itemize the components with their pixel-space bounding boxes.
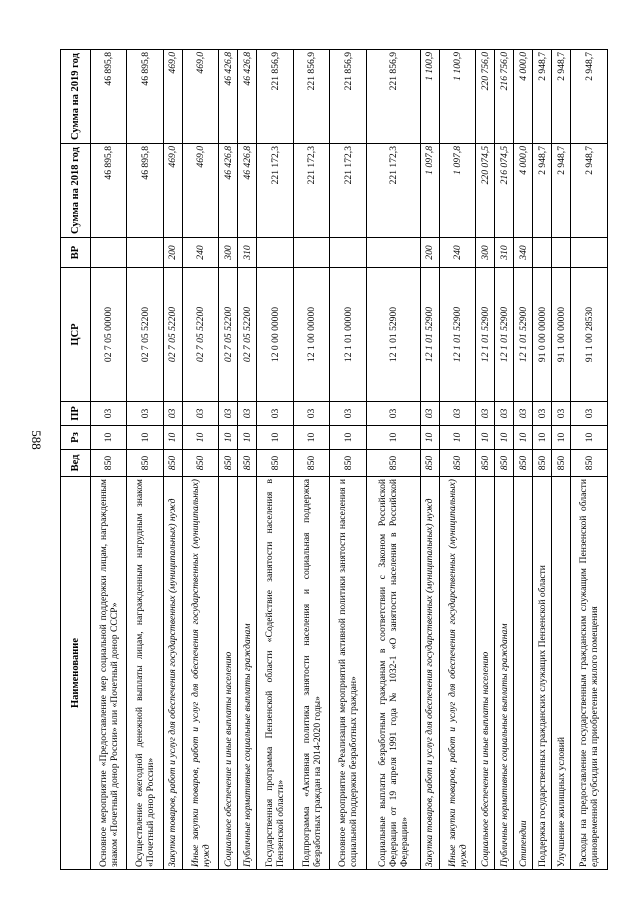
cell-sum-2019: 469,0 (182, 50, 218, 144)
cell-pr: 03 (182, 402, 218, 426)
cell-rz: 10 (257, 426, 293, 450)
cell-sum-2019: 4 000,0 (514, 50, 533, 144)
cell-rz: 10 (533, 426, 552, 450)
cell-ved: 850 (439, 450, 475, 477)
cell-csr: 12 1 01 52900 (439, 268, 475, 402)
cell-vr (571, 238, 608, 268)
cell-vr (257, 238, 293, 268)
table-body (91, 50, 608, 870)
cell-name: Основное мероприятие «Предоставление мер социальной поддержки лицам, награжденным знаком «Почетный донор России» или «Почетный донор СССР» (91, 477, 127, 870)
cell-rz: 10 (476, 426, 495, 450)
table-row (182, 50, 218, 870)
table-row (439, 50, 475, 870)
cell-vr (91, 238, 127, 268)
cell-sum-2018: 46 895,8 (91, 144, 127, 238)
cell-pr: 03 (219, 402, 238, 426)
cell-rz: 10 (238, 426, 257, 450)
cell-sum-2018: 46 895,8 (127, 144, 163, 238)
cell-pr: 03 (571, 402, 608, 426)
cell-rz: 10 (293, 426, 329, 450)
cell-sum-2018: 221 172,3 (366, 144, 420, 238)
cell-sum-2018: 2 948,7 (571, 144, 608, 238)
cell-csr: 12 1 00 00000 (293, 268, 329, 402)
cell-name: Подпрограмма «Активная политика занятости населения и социальная поддержка безработных граждан на 2014-2020 годы» (293, 477, 329, 870)
table-row (257, 50, 293, 870)
cell-vr: 200 (163, 238, 182, 268)
cell-sum-2018: 1 097,8 (420, 144, 439, 238)
cell-sum-2019: 221 856,9 (293, 50, 329, 144)
table-row (571, 50, 608, 870)
cell-csr: 02 7 05 52200 (238, 268, 257, 402)
cell-name: Осуществление ежегодной денежной выплаты лицам, награжденным нагрудным знаком «Почетный донор России» (127, 477, 163, 870)
cell-vr (330, 238, 366, 268)
table-row (533, 50, 552, 870)
cell-ved: 850 (571, 450, 608, 477)
cell-rz: 10 (420, 426, 439, 450)
cell-name: Публичные нормативные социальные выплаты гражданам (495, 477, 514, 870)
cell-csr: 12 1 01 52900 (514, 268, 533, 402)
cell-ved: 850 (163, 450, 182, 477)
cell-ved: 850 (330, 450, 366, 477)
cell-vr: 340 (514, 238, 533, 268)
header-ved: Вед (61, 450, 91, 477)
cell-pr: 03 (366, 402, 420, 426)
cell-sum-2018: 1 097,8 (439, 144, 475, 238)
cell-csr: 12 1 01 52900 (366, 268, 420, 402)
table-row (127, 50, 163, 870)
cell-sum-2018: 2 948,7 (533, 144, 552, 238)
cell-rz: 10 (127, 426, 163, 450)
header-name: Наименование (61, 477, 91, 870)
cell-sum-2019: 2 948,7 (571, 50, 608, 144)
cell-name: Основное мероприятие «Реализация мероприятий активной политики занятости населения и социальной поддержки безработных граждан» (330, 477, 366, 870)
cell-sum-2018: 220 074,5 (476, 144, 495, 238)
cell-csr: 02 7 05 52200 (182, 268, 218, 402)
cell-name: Социальное обеспечение и иные выплаты населению (476, 477, 495, 870)
budget-table (60, 49, 608, 870)
cell-name: Закупка товаров, работ и услуг для обеспечения государственных (муниципальных) нужд (163, 477, 182, 870)
header-sum-2018: Сумма на 2018 год (61, 144, 91, 238)
cell-csr: 12 1 01 00000 (330, 268, 366, 402)
cell-name: Улучшение жилищных условий (552, 477, 571, 870)
table-row (330, 50, 366, 870)
cell-pr: 03 (476, 402, 495, 426)
cell-sum-2019: 46 426,8 (219, 50, 238, 144)
cell-sum-2018: 216 074,5 (495, 144, 514, 238)
cell-ved: 850 (238, 450, 257, 477)
cell-csr: 02 7 05 00000 (91, 268, 127, 402)
cell-vr (366, 238, 420, 268)
cell-name: Публичные нормативные социальные выплаты гражданам (238, 477, 257, 870)
cell-vr: 310 (495, 238, 514, 268)
cell-sum-2019: 46 895,8 (91, 50, 127, 144)
table-row (552, 50, 571, 870)
cell-sum-2018: 221 172,3 (257, 144, 293, 238)
cell-name: Социальное обеспечение и иные выплаты населению (219, 477, 238, 870)
cell-vr: 240 (182, 238, 218, 268)
cell-vr (533, 238, 552, 268)
cell-ved: 850 (420, 450, 439, 477)
cell-sum-2018: 2 948,7 (552, 144, 571, 238)
header-vr: ВР (61, 238, 91, 268)
cell-pr: 03 (257, 402, 293, 426)
cell-ved: 850 (552, 450, 571, 477)
cell-pr: 03 (420, 402, 439, 426)
cell-vr (552, 238, 571, 268)
cell-sum-2019: 2 948,7 (552, 50, 571, 144)
cell-vr (127, 238, 163, 268)
cell-csr: 91 0 00 00000 (533, 268, 552, 402)
cell-csr: 91 1 00 28530 (571, 268, 608, 402)
cell-pr: 03 (514, 402, 533, 426)
cell-sum-2018: 46 426,8 (219, 144, 238, 238)
header-pr: ПР (61, 402, 91, 426)
cell-ved: 850 (127, 450, 163, 477)
cell-sum-2019: 216 756,0 (495, 50, 514, 144)
cell-rz: 10 (495, 426, 514, 450)
cell-pr: 03 (495, 402, 514, 426)
cell-csr: 12 1 01 52900 (495, 268, 514, 402)
cell-sum-2018: 46 426,8 (238, 144, 257, 238)
cell-name: Закупка товаров, работ и услуг для обеспечения государственных (муниципальных) нужд (420, 477, 439, 870)
cell-sum-2018: 221 172,3 (293, 144, 329, 238)
cell-rz: 10 (366, 426, 420, 450)
table-row (219, 50, 238, 870)
cell-name: Поддержка государственных гражданских служащих Пензенской области (533, 477, 552, 870)
cell-vr: 200 (420, 238, 439, 268)
header-rz: Рз (61, 426, 91, 450)
cell-sum-2019: 221 856,9 (366, 50, 420, 144)
cell-rz: 10 (330, 426, 366, 450)
cell-ved: 850 (91, 450, 127, 477)
table-row (238, 50, 257, 870)
cell-rz: 10 (219, 426, 238, 450)
header-csr: ЦСР (61, 268, 91, 402)
cell-sum-2019: 1 100,9 (439, 50, 475, 144)
cell-name: Иные закупки товаров, работ и услуг для обеспечения государственных (муниципальных) нужд (439, 477, 475, 870)
cell-sum-2018: 221 172,3 (330, 144, 366, 238)
table-row (163, 50, 182, 870)
cell-pr: 03 (91, 402, 127, 426)
cell-ved: 850 (495, 450, 514, 477)
cell-rz: 10 (514, 426, 533, 450)
cell-vr: 310 (238, 238, 257, 268)
cell-sum-2018: 469,0 (182, 144, 218, 238)
table-row (420, 50, 439, 870)
cell-csr: 12 1 01 52900 (476, 268, 495, 402)
cell-rz: 10 (439, 426, 475, 450)
cell-csr: 12 1 01 52900 (420, 268, 439, 402)
cell-pr: 03 (533, 402, 552, 426)
table-row (495, 50, 514, 870)
cell-ved: 850 (257, 450, 293, 477)
cell-csr: 12 0 00 00000 (257, 268, 293, 402)
cell-sum-2019: 46 895,8 (127, 50, 163, 144)
table-row (293, 50, 329, 870)
cell-sum-2019: 46 426,8 (238, 50, 257, 144)
cell-sum-2018: 4 000,0 (514, 144, 533, 238)
cell-name: Стипендии (514, 477, 533, 870)
cell-pr: 03 (293, 402, 329, 426)
cell-sum-2019: 221 856,9 (257, 50, 293, 144)
cell-sum-2018: 469,0 (163, 144, 182, 238)
cell-pr: 03 (163, 402, 182, 426)
cell-rz: 10 (571, 426, 608, 450)
cell-name: Социальные выплаты безработным гражданам в соответствии с Законом Российской Федерации от 19 апреля 1991 года № 1032-1 «О занятости населения в Российской Федерации» (366, 477, 420, 870)
cell-pr: 03 (127, 402, 163, 426)
cell-ved: 850 (366, 450, 420, 477)
cell-ved: 850 (533, 450, 552, 477)
table-row (91, 50, 127, 870)
cell-sum-2019: 220 756,0 (476, 50, 495, 144)
cell-vr: 300 (219, 238, 238, 268)
page-number: 588 (29, 430, 44, 450)
cell-ved: 850 (219, 450, 238, 477)
table-row (476, 50, 495, 870)
budget-table-container (60, 50, 608, 870)
cell-name: Иные закупки товаров, работ и услуг для обеспечения государственных (муниципальных) нужд (182, 477, 218, 870)
cell-vr (293, 238, 329, 268)
cell-rz: 10 (91, 426, 127, 450)
cell-sum-2019: 1 100,9 (420, 50, 439, 144)
cell-ved: 850 (476, 450, 495, 477)
cell-ved: 850 (182, 450, 218, 477)
cell-sum-2019: 2 948,7 (533, 50, 552, 144)
cell-sum-2019: 221 856,9 (330, 50, 366, 144)
table-row (366, 50, 420, 870)
cell-name: Государственная программа Пензенской области «Содействие занятости населения в Пензенской области» (257, 477, 293, 870)
cell-rz: 10 (163, 426, 182, 450)
cell-csr: 02 7 05 52200 (219, 268, 238, 402)
cell-rz: 10 (552, 426, 571, 450)
table-header-row (61, 50, 91, 870)
cell-csr: 91 1 00 00000 (552, 268, 571, 402)
cell-vr: 240 (439, 238, 475, 268)
cell-rz: 10 (182, 426, 218, 450)
cell-name: Расходы на предоставление государственным гражданским служащим Пензенской области единовременной субсидии на приобретение жилого помещения (571, 477, 608, 870)
cell-csr: 02 7 05 52200 (127, 268, 163, 402)
cell-pr: 03 (552, 402, 571, 426)
cell-pr: 03 (238, 402, 257, 426)
header-sum-2019: Сумма на 2019 год (61, 50, 91, 144)
cell-sum-2019: 469,0 (163, 50, 182, 144)
cell-vr: 300 (476, 238, 495, 268)
cell-pr: 03 (439, 402, 475, 426)
cell-csr: 02 7 05 52200 (163, 268, 182, 402)
cell-pr: 03 (330, 402, 366, 426)
cell-ved: 850 (514, 450, 533, 477)
table-row (514, 50, 533, 870)
cell-ved: 850 (293, 450, 329, 477)
